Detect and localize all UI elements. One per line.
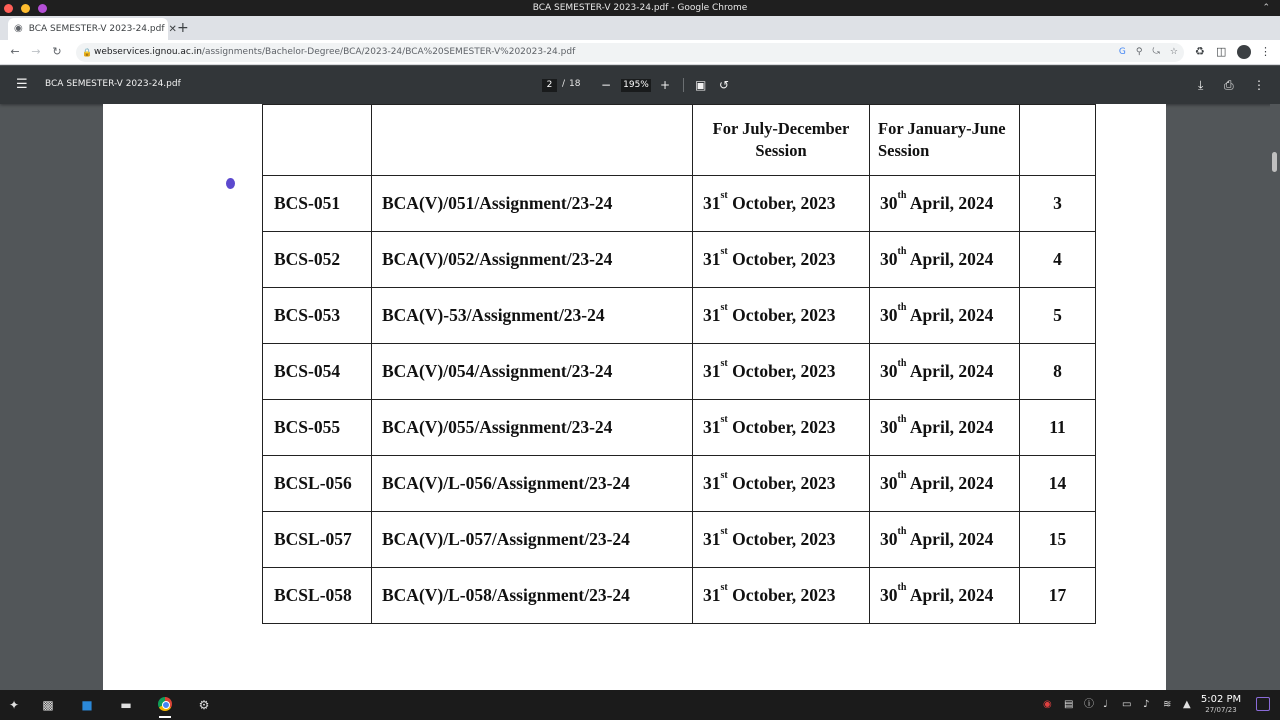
due-month-year: April, 2024	[906, 361, 994, 381]
assignment-number: BCA(V)/L-057/Assignment/23-24	[372, 512, 693, 568]
page-number: 14	[1020, 456, 1096, 512]
minimize-window-icon[interactable]	[21, 4, 30, 13]
tab-label: BCA SEMESTER-V 2023-24.pdf	[28, 24, 165, 34]
window-controls	[4, 4, 47, 13]
due-month-year: October, 2023	[727, 529, 836, 549]
header-cell-empty	[372, 105, 693, 176]
window-titlebar	[0, 0, 1280, 16]
due-day-suffix: st	[720, 246, 728, 257]
july-december-due-date	[693, 568, 870, 624]
battery-icon[interactable]: ▭	[1122, 699, 1132, 710]
due-day-suffix: st	[720, 358, 728, 369]
url-host: webservices.ignou.ac.in	[94, 47, 202, 57]
fit-to-page-icon[interactable]: ▣	[695, 78, 707, 92]
july-december-due-date	[693, 344, 870, 400]
due-day: 30	[880, 361, 898, 381]
due-month-year: October, 2023	[727, 305, 836, 325]
due-day: 30	[880, 417, 898, 437]
due-day: 30	[880, 305, 898, 325]
window-title: BCA SEMESTER-V 2023-24.pdf - Google Chrome	[532, 3, 748, 13]
page-number: 5	[1020, 288, 1096, 344]
due-day: 30	[880, 585, 898, 605]
due-day-suffix: th	[897, 526, 907, 537]
due-day-suffix: th	[897, 190, 907, 201]
volume-icon[interactable]: ♩	[1103, 699, 1108, 710]
extensions-puzzle-icon[interactable]: ♻	[1195, 45, 1205, 58]
due-month-year: October, 2023	[727, 249, 836, 269]
chevron-up-icon[interactable]: ⌃	[1262, 3, 1270, 13]
table-header-row	[263, 105, 1096, 176]
assignment-number: BCA(V)/052/Assignment/23-24	[372, 232, 693, 288]
pdf-toolbar	[0, 66, 1280, 104]
july-december-due-date	[693, 176, 870, 232]
wifi-icon[interactable]: ≋	[1163, 699, 1172, 710]
january-june-due-date	[870, 176, 1020, 232]
url-path: /assignments/Bachelor-Degree/BCA/2023-24/BCA%20SEMESTER-V%202023-24.pdf	[201, 47, 576, 57]
page-number: 4	[1020, 232, 1096, 288]
january-june-due-date	[870, 288, 1020, 344]
assignment-number: BCA(V)/L-056/Assignment/23-24	[372, 456, 693, 512]
address-bar[interactable]	[76, 43, 1184, 62]
mouse-cursor	[226, 178, 235, 189]
browser-toolbar	[0, 40, 1280, 65]
header-cell-empty	[263, 105, 372, 176]
january-june-due-date	[870, 456, 1020, 512]
clock-time: 5:02 PM	[1200, 694, 1242, 705]
assignment-schedule-table	[262, 104, 1096, 624]
assignment-number: BCA(V)-53/Assignment/23-24	[372, 288, 693, 344]
january-june-due-date	[870, 232, 1020, 288]
page-number: 8	[1020, 344, 1096, 400]
assignment-number: BCA(V)/055/Assignment/23-24	[372, 400, 693, 456]
due-day: 31	[703, 529, 721, 549]
google-lens-icon[interactable]: G	[1118, 47, 1126, 57]
due-month-year: October, 2023	[727, 585, 836, 605]
tab-pdf[interactable]	[8, 18, 177, 40]
tab-strip	[0, 16, 1280, 40]
assignment-number: BCA(V)/051/Assignment/23-24	[372, 176, 693, 232]
july-december-due-date	[693, 456, 870, 512]
july-december-due-date	[693, 512, 870, 568]
pdf-scrollbar[interactable]	[1270, 104, 1280, 690]
header-cell-empty	[1020, 105, 1096, 176]
download-icon[interactable]: ⤓	[1198, 78, 1204, 92]
print-icon[interactable]: ⎙	[1224, 78, 1234, 92]
back-arrow-icon[interactable]: ←	[10, 45, 20, 58]
table-row	[263, 344, 1096, 400]
zoom-level-input[interactable]: 195%	[621, 79, 651, 92]
due-day-suffix: st	[720, 582, 728, 593]
course-code: BCS-054	[263, 344, 372, 400]
table-row	[263, 456, 1096, 512]
due-day: 30	[880, 473, 898, 493]
share-icon[interactable]: ⤿	[1152, 47, 1160, 57]
system-clock[interactable]	[1196, 694, 1246, 715]
course-code: BCSL-056	[263, 456, 372, 512]
zoom-out-icon[interactable]: −	[601, 78, 612, 92]
header-january-june: For January-June Session	[870, 105, 1020, 176]
forward-arrow-icon[interactable]: →	[31, 45, 41, 58]
due-day-suffix: st	[720, 302, 728, 313]
january-june-due-date	[870, 344, 1020, 400]
page-number: 3	[1020, 176, 1096, 232]
due-day-suffix: th	[897, 582, 907, 593]
due-day: 31	[703, 473, 721, 493]
show-desktop-icon[interactable]	[1256, 697, 1270, 711]
due-day-suffix: st	[720, 414, 728, 425]
scrollbar-thumb[interactable]	[1272, 152, 1277, 172]
chrome-icon	[158, 697, 172, 711]
page-total: 18	[569, 79, 581, 89]
due-day: 31	[703, 585, 721, 605]
header-july-december: For July-December Session	[693, 105, 870, 176]
due-month-year: October, 2023	[727, 193, 836, 213]
taskbar	[0, 690, 1280, 720]
side-panel-icon[interactable]: ◫	[1216, 45, 1227, 58]
pdf-document-title: BCA SEMESTER-V 2023-24.pdf	[45, 79, 181, 89]
due-day: 31	[703, 305, 721, 325]
due-month-year: April, 2024	[906, 473, 994, 493]
due-month-year: April, 2024	[906, 417, 994, 437]
zoom-icon[interactable]: ⚲	[1135, 47, 1143, 57]
browser-menu-icon[interactable]: ⋮	[1260, 45, 1271, 58]
due-day-suffix: st	[720, 526, 728, 537]
due-month-year: April, 2024	[906, 529, 994, 549]
clock-date: 27/07/23	[1205, 706, 1237, 714]
hamburger-icon[interactable]: ☰	[16, 77, 28, 92]
due-day-suffix: st	[720, 190, 728, 201]
app-launcher-icon[interactable]: ✦	[8, 698, 20, 712]
january-june-due-date	[870, 400, 1020, 456]
due-day-suffix: th	[897, 246, 907, 257]
settings-gear-icon[interactable]: ⚙	[198, 698, 210, 712]
page-number-input[interactable]: 2	[542, 79, 557, 92]
january-june-due-date	[870, 568, 1020, 624]
tray-expand-icon[interactable]: ▲	[1183, 699, 1191, 710]
due-month-year: October, 2023	[727, 473, 836, 493]
store-icon[interactable]: ■	[81, 698, 93, 712]
due-day-suffix: th	[897, 414, 907, 425]
new-tab-button[interactable]: +	[177, 20, 189, 36]
page-number: 17	[1020, 568, 1096, 624]
due-day: 31	[703, 249, 721, 269]
course-code: BCS-053	[263, 288, 372, 344]
pdf-page	[103, 104, 1166, 690]
course-code: BCS-051	[263, 176, 372, 232]
table-row	[263, 400, 1096, 456]
lock-icon[interactable]: 🔒	[82, 48, 92, 57]
course-code: BCS-052	[263, 232, 372, 288]
course-code: BCS-055	[263, 400, 372, 456]
course-code: BCSL-057	[263, 512, 372, 568]
course-code: BCSL-058	[263, 568, 372, 624]
due-day-suffix: th	[897, 358, 907, 369]
close-window-icon[interactable]	[4, 4, 13, 13]
due-month-year: April, 2024	[906, 305, 994, 325]
assignment-number: BCA(V)/L-058/Assignment/23-24	[372, 568, 693, 624]
due-day: 31	[703, 193, 721, 213]
globe-icon: ◉	[14, 23, 23, 34]
july-december-due-date	[693, 400, 870, 456]
due-month-year: April, 2024	[906, 193, 994, 213]
due-month-year: April, 2024	[906, 585, 994, 605]
due-month-year: April, 2024	[906, 249, 994, 269]
info-icon[interactable]: ⓘ	[1084, 699, 1094, 710]
due-month-year: October, 2023	[727, 361, 836, 381]
page-separator: /	[562, 79, 566, 89]
close-tab-icon[interactable]: ✕	[168, 23, 177, 35]
terminal-icon[interactable]: ▩	[42, 698, 54, 712]
toolbar-divider	[683, 78, 684, 92]
due-day: 30	[880, 249, 898, 269]
rotate-icon[interactable]: ↺	[719, 78, 730, 92]
table-row	[263, 568, 1096, 624]
zoom-in-icon[interactable]: +	[660, 78, 671, 92]
audio-icon[interactable]: ♪	[1143, 699, 1150, 710]
vpn-icon[interactable]: ◉	[1043, 699, 1052, 710]
profile-avatar[interactable]	[1237, 45, 1251, 59]
page-number: 15	[1020, 512, 1096, 568]
due-day-suffix: st	[720, 470, 728, 481]
bookmark-star-icon[interactable]: ☆	[1169, 47, 1178, 57]
due-day: 31	[703, 417, 721, 437]
clipboard-icon[interactable]: ▤	[1064, 699, 1074, 710]
file-manager-icon[interactable]: ▬	[120, 698, 132, 712]
reload-icon[interactable]: ↻	[52, 45, 62, 58]
assignment-number: BCA(V)/054/Assignment/23-24	[372, 344, 693, 400]
table-row	[263, 176, 1096, 232]
maximize-window-icon[interactable]	[38, 4, 47, 13]
table-row	[263, 288, 1096, 344]
due-day: 30	[880, 529, 898, 549]
table-row	[263, 512, 1096, 568]
due-day-suffix: th	[897, 470, 907, 481]
july-december-due-date	[693, 288, 870, 344]
july-december-due-date	[693, 232, 870, 288]
january-june-due-date	[870, 512, 1020, 568]
table-row	[263, 232, 1096, 288]
due-day-suffix: th	[897, 302, 907, 313]
page-number: 11	[1020, 400, 1096, 456]
due-month-year: October, 2023	[727, 417, 836, 437]
pdf-more-options-icon[interactable]: ⋮	[1253, 78, 1265, 92]
due-day: 30	[880, 193, 898, 213]
due-day: 31	[703, 361, 721, 381]
